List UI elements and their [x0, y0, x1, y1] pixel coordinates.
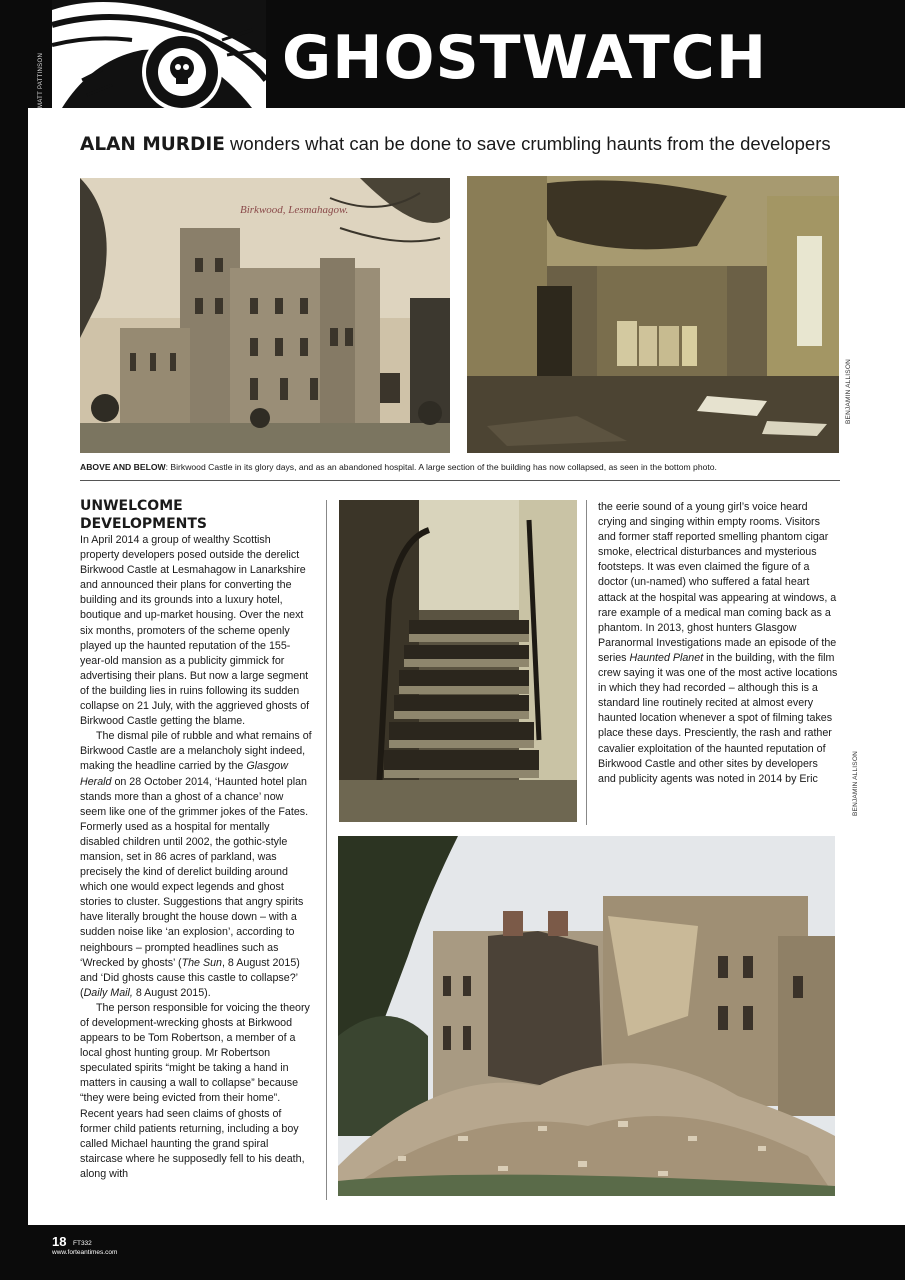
abandoned-room-photo	[467, 176, 839, 453]
issue-number: FT332	[73, 1240, 92, 1247]
article-column-right	[598, 500, 838, 787]
paragraph-3: The person responsible for voicing the theory of development-wrecking ghosts at Birkwood appears to be Tom Robertson, a member of a local ghost hunting group. Mr Robertson speculated spirits “might be taking a hand in matters in causing a wall to collapse” because “they were being evicted from their home”. Recent years had seen claims of ghosts of former child patients returning, including a boy called Michael haunting the grand spiral staircase where he supposedly fell to his death, along with	[80, 1001, 310, 1180]
page-title: GHOSTWATCH	[282, 23, 768, 93]
column-divider	[586, 500, 587, 825]
photo-credit-top: BENJAMIN ALLISON	[845, 359, 852, 424]
standfirst	[80, 133, 831, 155]
caption-lead: ABOVE AND BELOW	[80, 462, 166, 472]
website-url[interactable]: www.forteantimes.com	[52, 1249, 118, 1256]
standfirst-text: wonders what can be done to save crumbling haunts from the developers	[224, 133, 831, 154]
staircase-photo	[339, 500, 577, 822]
photo-caption	[80, 462, 840, 481]
paragraph-2: The dismal pile of rubble and what remains of Birkwood Castle are a melancholy sight indeed, making the headline carried by the Glasgow Herald on 28 October 2014, ‘Haunted hotel plan stands more than a ghost of a chance’ now seem like one of the grimmer jokes of the Fates. Formerly used as a hospital for mentally disabled children until 2002, the gothic-style mansion, set in 86 acres of parkland, was precisely the kind of derelict building around which one would expect legends and ghost stories to cluster. Suggestions that angry spirits have literally brought the house down – with a sudden noise like ‘an explosion’, according to neighbours – prompted headlines such as ‘Wrecked by ghosts’ (The Sun, 8 August 2015) and ‘Did ghosts cause this castle to collapse?’ (Daily Mail, 8 August 2015).	[80, 730, 312, 999]
paragraph-4: the eerie sound of a young girl’s voice heard crying and singing within empty rooms. Visitors and former staff reported smelling phantom cigar smoke, electrical disturbances and mysterious footsteps. It was even claimed the figure of a doctor (un-named) who suffered a fatal heart attack at the hospital was appearing at windows, a rare example of a medical man coming back as a phantom. In 2013, ghost hunters Glasgow Paranormal Investigations made an episode of the series Haunted Planet in the building, with the film crew saying it was one of the most active locations in which they had recorded – although this is a standard line routinely recited at almost every haunted location whenever a spot of filming takes place these days. Presciently, the rash and rather cavalier exploitation of the haunted reputation of Birkwood Castle and other sites by developers and publicity agents was noted in 2014 by Eric	[598, 501, 838, 785]
photo-credit-mid: BENJAMIN ALLISON	[852, 751, 859, 816]
page-number: 18	[52, 1234, 67, 1249]
eye-skull-illustration	[52, 0, 266, 108]
caption-text: : Birkwood Castle in its glory days, and as an abandoned hospital. A large section of the building has now collapsed, as seen in the bottom photo.	[165, 462, 717, 472]
article-subhead: UNWELCOME DEVELOPMENTS	[80, 498, 208, 532]
postcard-label: Birkwood, Lesmahagow.	[240, 204, 349, 216]
column-divider	[326, 500, 327, 1200]
paragraph-1: In April 2014 a group of wealthy Scottish property developers posed outside the derelict Birkwood Castle at Lesmahagow in Lanarkshire and announced their plans for converting the building and its grounds into a luxury hotel, boutique and up-market housing. Over the next six months, promoters of the scheme openly played up the haunted reputation of the 155-year-old mansion as a publicity gimmick for advertising their plans. But now a large segment of the building lies in ruins following its sudden collapse on 21 July, with the aggrieved ghosts of Birkwood Castle getting the blame.	[80, 534, 310, 728]
article-column-left	[80, 497, 312, 1182]
castle-postcard-photo	[80, 178, 450, 453]
footer-bar	[0, 1225, 905, 1280]
author-name: ALAN MURDIE	[80, 134, 225, 155]
illustrator-credit: MATT PATTINSON	[38, 52, 44, 108]
collapsed-castle-photo	[338, 836, 835, 1196]
left-margin-bar	[0, 108, 28, 1225]
